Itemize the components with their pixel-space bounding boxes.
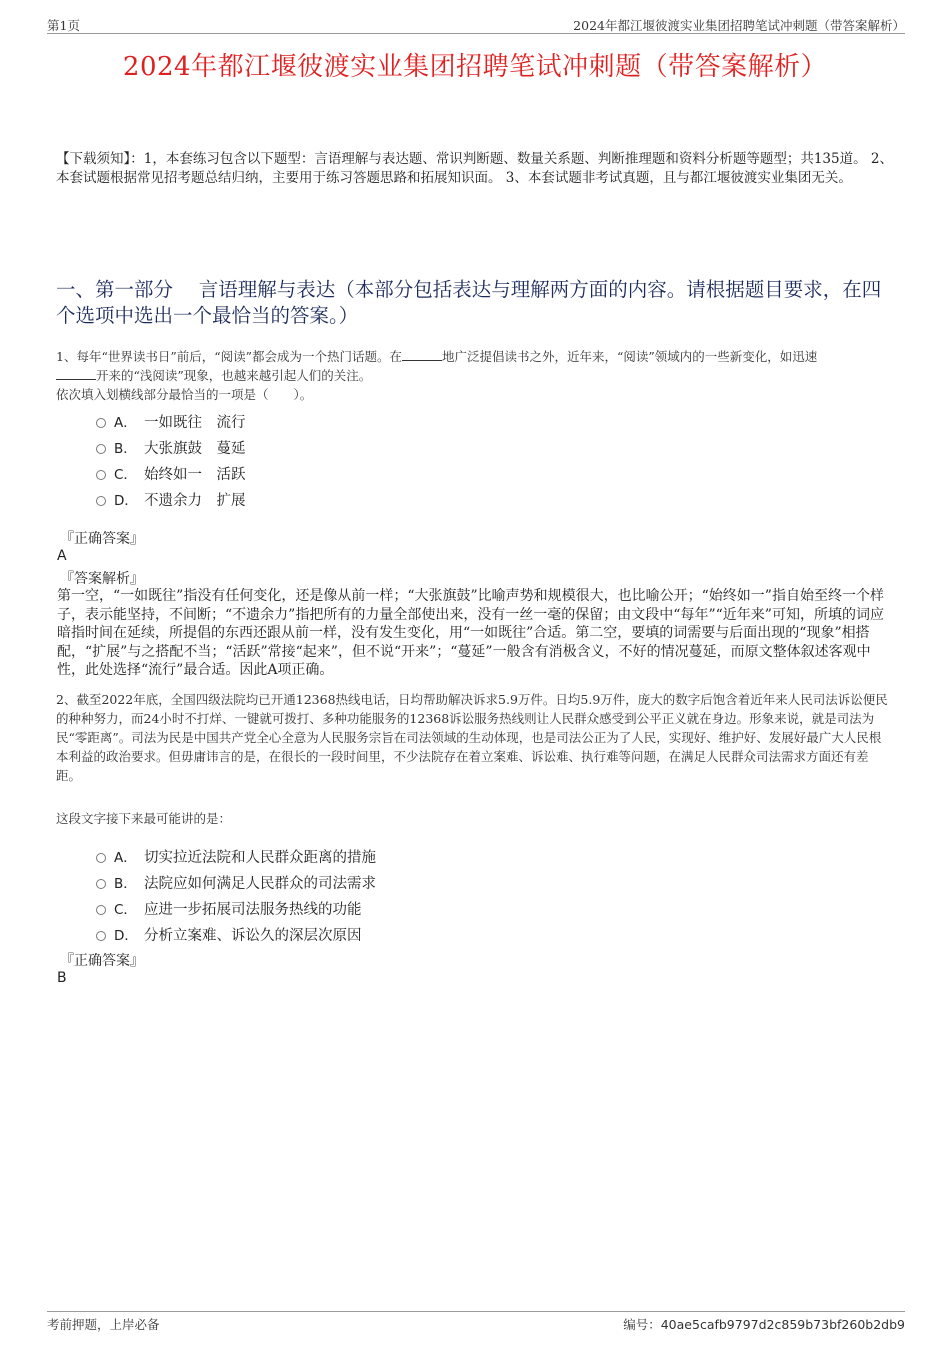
option-letter: A．	[114, 850, 137, 866]
question-2-ask: 这段文字接下来最可能讲的是：	[56, 811, 232, 826]
option-b[interactable]	[96, 434, 246, 460]
option-d[interactable]	[96, 486, 246, 512]
question-1-ask: 依次填入划横线部分最恰当的一项是（ ）。	[56, 387, 313, 402]
header-doc-title: 2024年都江堰彼渡实业集团招聘笔试冲刺题（带答案解析）	[573, 18, 905, 33]
option-text: 始终如一 活跃	[144, 466, 246, 483]
page-header	[47, 14, 905, 34]
radio-icon[interactable]	[96, 418, 106, 428]
option-letter: C．	[114, 902, 137, 918]
correct-answer: B	[57, 970, 67, 986]
option-letter: D．	[114, 493, 138, 509]
option-text: 应进一步拓展司法服务热线的功能	[144, 901, 362, 918]
question-1-text-c: 开来的“浅阅读”现象，也越来越引起人们的关注。	[96, 368, 372, 383]
question-1	[56, 347, 890, 404]
option-letter: D．	[114, 928, 138, 944]
radio-icon[interactable]	[96, 470, 106, 480]
question-1-text-b: 地广泛提倡读书之外，近年来，“阅读”领域内的一些新变化，如迅速	[442, 349, 818, 364]
footer-slogan: 考前押题，上岸必备	[47, 1317, 160, 1332]
code-value: 40ae5cafb9797d2c859b73bf260b2db9	[660, 1317, 905, 1332]
option-a[interactable]	[96, 843, 376, 869]
radio-icon[interactable]	[96, 905, 106, 915]
question-2-options	[96, 843, 376, 947]
document-title: 2024年都江堰彼渡实业集团招聘笔试冲刺题（带答案解析）	[122, 52, 828, 82]
analysis-label: 『答案解析』	[60, 571, 144, 587]
option-text: 切实拉近法院和人民群众距离的措施	[144, 849, 376, 866]
option-text: 大张旗鼓 蔓延	[144, 440, 246, 457]
radio-icon[interactable]	[96, 879, 106, 889]
question-1-text-a: 1、每年“世界读书日”前后，“阅读”都会成为一个热门话题。在	[56, 349, 403, 364]
option-letter: B．	[114, 876, 137, 892]
option-a[interactable]	[96, 408, 246, 434]
blank-2	[56, 368, 96, 380]
radio-icon[interactable]	[96, 444, 106, 454]
radio-icon[interactable]	[96, 931, 106, 941]
option-d[interactable]	[96, 921, 376, 947]
answer-analysis: 第一空，“一如既往”指没有任何变化，还是像从前一样；“大张旗鼓”比喻声势和规模很大，也比喻公开；“始终如一”指自始至终一个样子，表示能坚持，不间断；“不遗余力”指把所有的力量全部使出来，没有一丝一毫的保留；由文段中“每年”“近年来”可知，所填的词应暗指时间在延续，所提倡的东西还跟从前一样，没有发生变化，用“一如既往”合适。第二空，要填的词需要与后面出现的“现象”相搭配，“扩展”与之搭配不当；“活跃”常接“起来”，但不说“开来”；“蔓延”一般含有消极含义，不好的情况蔓延，而原文整体叙述客观中性，此处选择“流行”最合适。因此A项正确。	[57, 588, 884, 678]
radio-icon[interactable]	[96, 853, 106, 863]
page-footer	[47, 1311, 905, 1335]
option-text: 法院应如何满足人民群众的司法需求	[144, 875, 376, 892]
correct-answer: A	[57, 548, 67, 564]
code-label: 编号：	[623, 1317, 661, 1332]
option-text: 分析立案难、诉讼久的深层次原因	[144, 927, 362, 944]
option-b[interactable]	[96, 869, 376, 895]
option-text: 一如既往 流行	[144, 414, 246, 431]
option-letter: B．	[114, 441, 137, 457]
radio-icon[interactable]	[96, 496, 106, 506]
section-title: 一、第一部分 言语理解与表达（本部分包括表达与理解两方面的内容。请根据题目要求，在四个选项中选出一个最恰当的答案。）	[56, 278, 882, 327]
option-letter: A．	[114, 415, 137, 431]
blank-1	[402, 349, 442, 361]
option-text: 不遗余力 扩展	[144, 492, 246, 509]
option-c[interactable]	[96, 895, 376, 921]
document-code	[623, 1315, 905, 1333]
page-number: 第1页	[47, 18, 80, 33]
option-letter: C．	[114, 467, 137, 483]
correct-answer-label: 『正确答案』	[60, 531, 144, 547]
option-c[interactable]	[96, 460, 246, 486]
question-2-text: 2、截至2022年底，全国四级法院均已开通12368热线电话，日均帮助解决诉求5.9万件。日均5.9万件，庞大的数字后饱含着近年来人民司法诉讼便民的种种努力，而24小时不打烊、一键就可拨打、多种功能服务的12368诉讼服务热线则让人民群众感受到公平正义就在身边。形象来说，就是司法为民“零距离”。司法为民是中国共产党全心全意为人民服务宗旨在司法领域的生动体现，也是司法公正为了人民，实现好、维护好、发展好最广大人民根本利益的政治要求。但毋庸讳言的是，在很长的一段时间里，不少法院存在着立案难、诉讼难、执行难等问题，在满足人民群众司法需求方面还有差距。	[56, 692, 888, 783]
download-notice: 【下载须知】：1，本套练习包含以下题型：言语理解与表达题、常识判断题、数量关系题、判断推理题和资料分析题等题型；共135道。 2、本套试题根据常见招考题总结归纳，主要用于练习答题思路和拓展知识面。 3、本套试题非考试真题，且与都江堰彼渡实业集团无关。	[56, 151, 893, 186]
correct-answer-label: 『正确答案』	[60, 953, 144, 969]
question-1-options	[96, 408, 246, 512]
